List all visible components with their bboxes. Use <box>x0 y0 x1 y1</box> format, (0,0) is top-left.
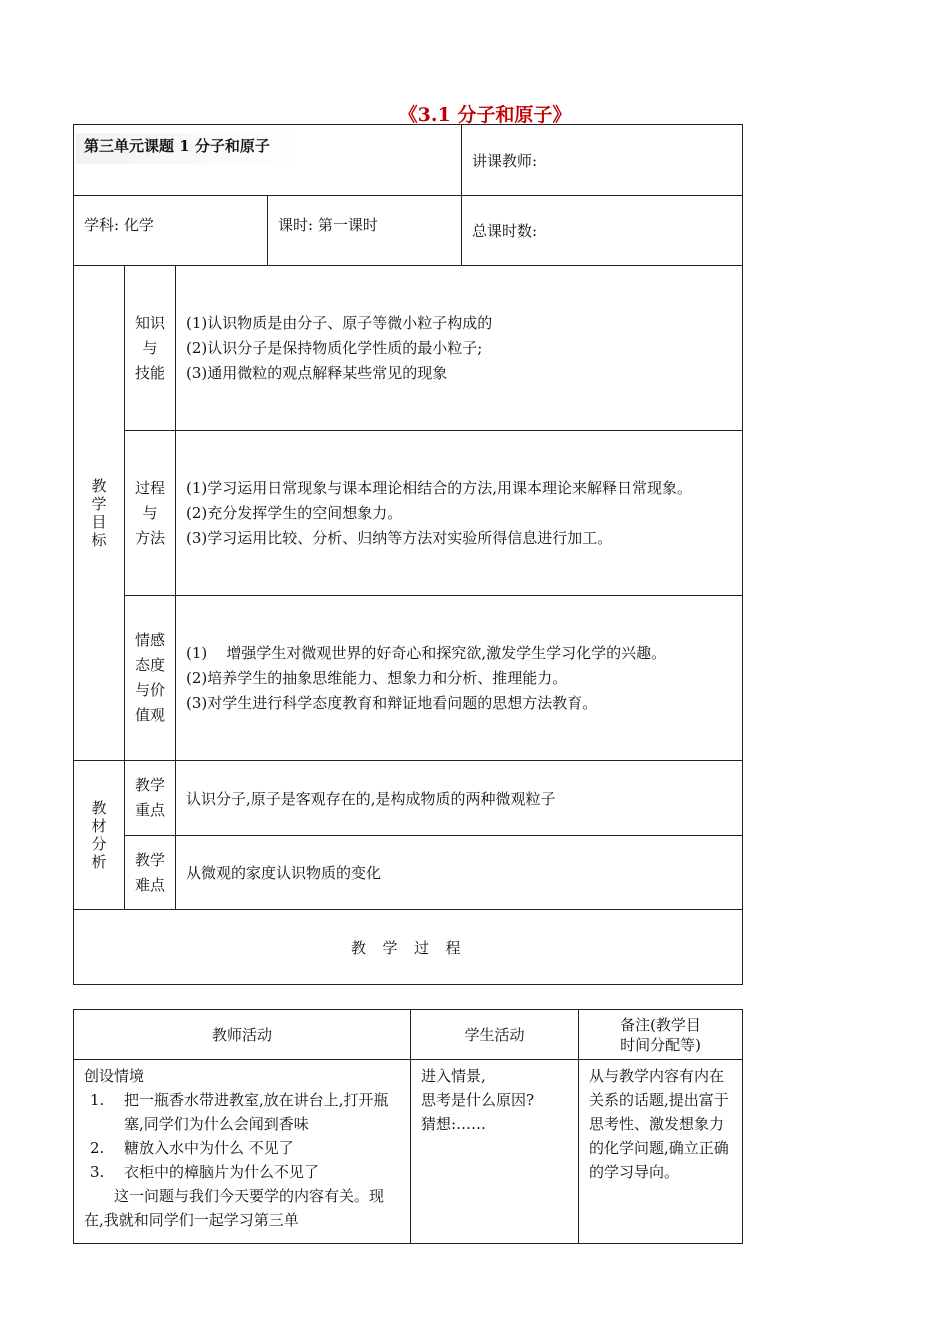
document-title: 《3.1 分子和原子》 <box>398 104 572 126</box>
notes-header: 备注(教学目 时间分配等) <box>579 1010 743 1060</box>
list-item: (2)认识分子是保持物质化学性质的最小粒子; <box>186 338 483 357</box>
period: 课时: 第一课时 <box>278 216 378 234</box>
attitude-content <box>176 596 743 761</box>
list-item: (2)培养学生的抽象思维能力、想象力和分析、推理能力。 <box>186 668 568 687</box>
key-points-content: 认识分子,原子是客观存在的,是构成物质的两种微观粒子 <box>176 761 743 836</box>
process-title: 教学过程 <box>74 910 743 985</box>
attitude-label: 情感 态度 与价 值观 <box>125 596 176 761</box>
difficulty-label: 教学 难点 <box>125 836 176 910</box>
key-points-label: 教学 重点 <box>125 761 176 836</box>
list-item: 猜想:…… <box>421 1115 487 1133</box>
list-item: (3)学习运用比较、分析、归纳等方法对实验所得信息进行加工。 <box>186 528 613 547</box>
list-item: (3)对学生进行科学态度教育和辩证地看问题的思想方法教育。 <box>186 693 598 712</box>
student-activity-content <box>411 1060 579 1244</box>
teacher-activity-header: 教师活动 <box>74 1010 411 1060</box>
subject-cell <box>74 196 268 266</box>
student-activity-header: 学生活动 <box>411 1010 579 1060</box>
knowledge-content <box>176 266 743 431</box>
period-cell <box>268 196 462 266</box>
list-item: (1) 增强学生对微观世界的好奇心和探究欲,激发学生学习化学的兴趣。 <box>186 643 667 662</box>
teacher-list <box>84 1088 402 1184</box>
list-item: 1. 把一瓶香水带进教室,放在讲台上,打开瓶塞,同学们为什么会闻到香味 <box>90 1091 389 1133</box>
notes-content: 从与教学内容有内在关系的话题,提出富于思考性、激发想象力的化学问题,确立正确的学习导向。 <box>579 1060 743 1244</box>
activities-table <box>73 1009 743 1244</box>
section-heading: 创设情境 <box>84 1067 145 1085</box>
knowledge-label: 知识 与 技能 <box>125 266 176 431</box>
analysis-label: 教 材 分 析 <box>74 761 125 910</box>
list-item: (1)认识物质是由分子、原子等微小粒子构成的 <box>186 313 493 332</box>
list-item: 进入情景, <box>421 1067 486 1085</box>
process-label: 过程 与 方法 <box>125 431 176 596</box>
subject: 学科: 化学 <box>84 216 154 234</box>
objectives-label: 教 学 目 标 <box>74 266 125 761</box>
process-content <box>176 431 743 596</box>
list-item: (1)学习运用日常现象与课本理论相结合的方法,用课本理论来解释日常现象。 <box>186 478 693 497</box>
lesson-plan-table <box>73 124 743 985</box>
unit-title-cell <box>74 125 462 196</box>
list-item: 3. 衣柜中的樟脑片为什么不见了 <box>90 1163 320 1181</box>
total-periods: 总课时数: <box>472 222 538 240</box>
teacher-label: 讲课教师: <box>472 151 538 170</box>
list-item: 2. 糖放入水中为什么 不见了 <box>90 1139 294 1157</box>
teacher-cell <box>462 125 743 196</box>
difficulty-content: 从微观的家度认识物质的变化 <box>176 836 743 910</box>
teacher-activity-content <box>74 1060 411 1244</box>
unit-title: 第三单元课题 1 分子和原子 <box>76 133 300 164</box>
total-periods-cell <box>462 196 743 266</box>
list-item: (3)通用微粒的观点解释某些常见的现象 <box>186 363 448 382</box>
list-item: 思考是什么原因? <box>421 1091 535 1109</box>
intro-paragraph: 这一问题与我们今天要学的内容有关。现在,我就和同学们一起学习第三单 <box>84 1187 385 1229</box>
list-item: (2)充分发挥学生的空间想象力。 <box>186 503 403 522</box>
